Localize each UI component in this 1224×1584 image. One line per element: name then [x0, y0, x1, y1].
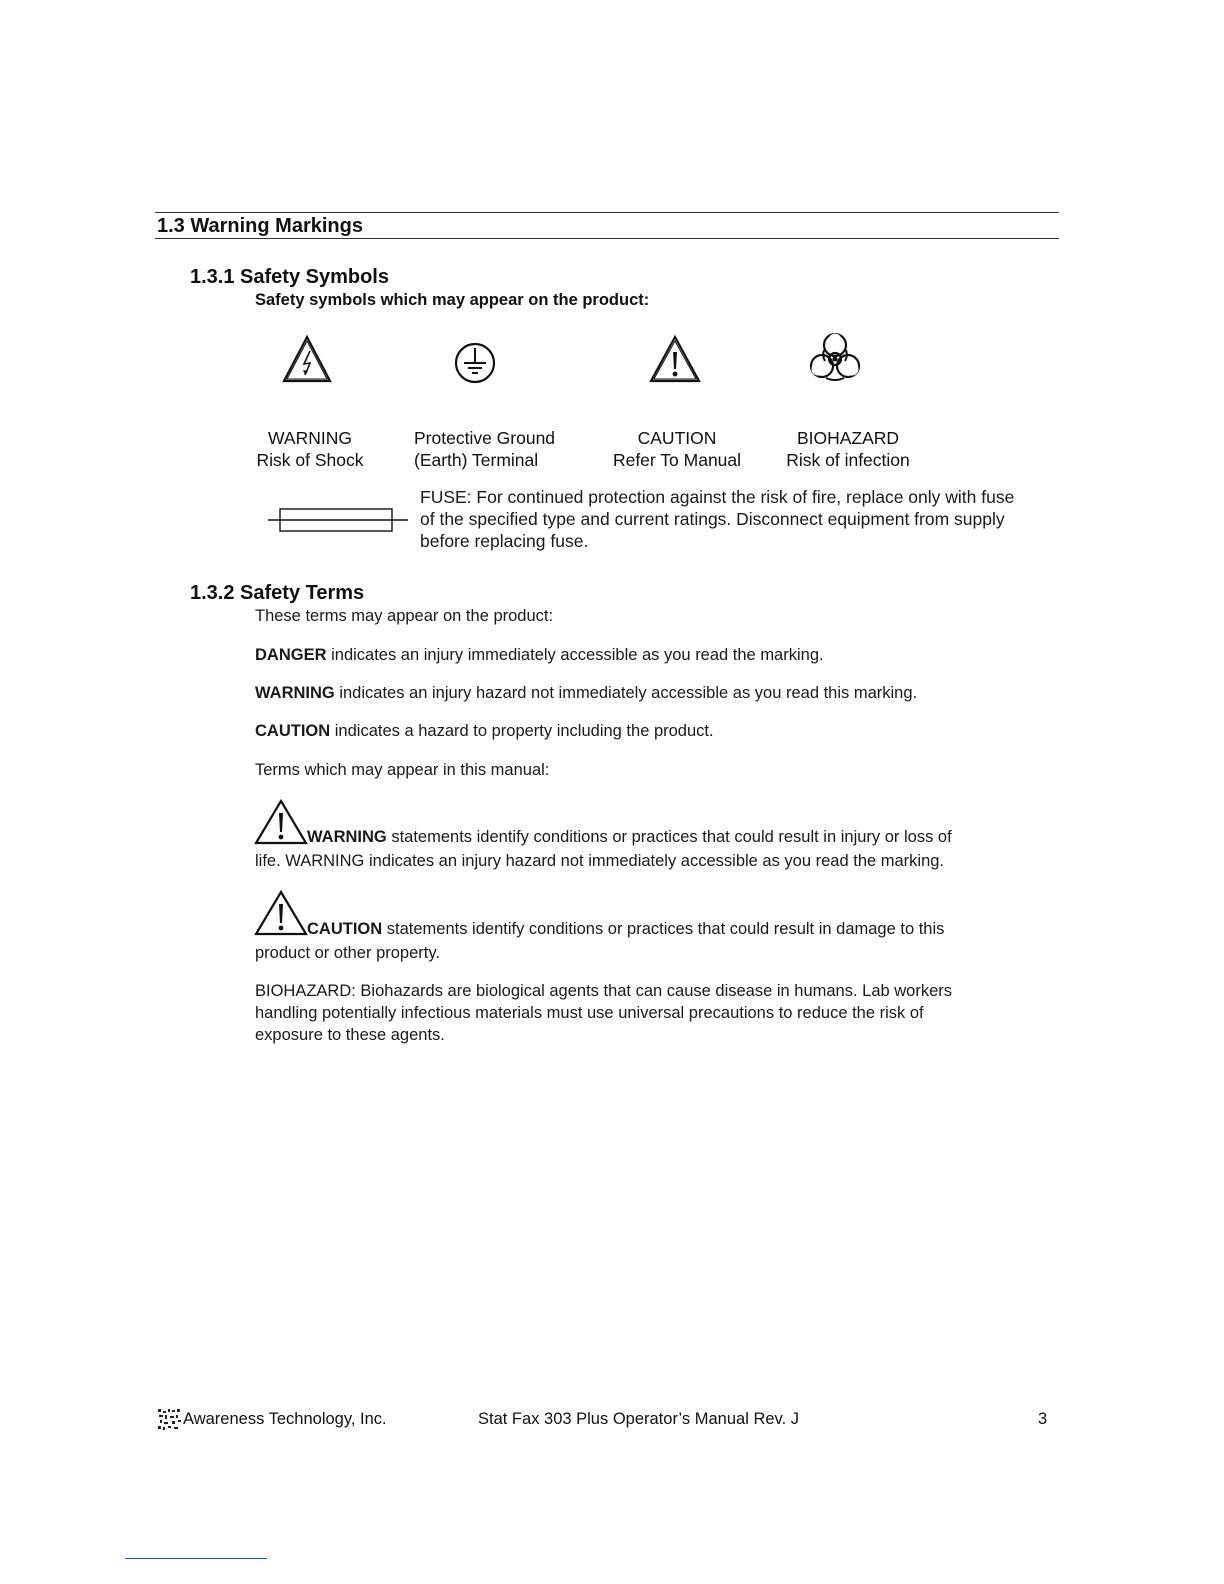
terms-intro: These terms may appear on the product: [255, 607, 554, 625]
biohazard-paragraph [255, 980, 952, 1046]
caution-text: indicates a hazard to property including the product. [330, 722, 714, 740]
caption-line: BIOHAZARD [796, 428, 900, 448]
manual-caution-line2: product or other property. [255, 944, 440, 962]
footer-company: Awareness Technology, Inc. [183, 1410, 387, 1428]
caution-icon [648, 333, 702, 385]
caution-term-line [255, 720, 714, 742]
caution-term: CAUTION [255, 722, 331, 740]
bottom-link-line [125, 1558, 267, 1559]
page-number: 3 [1038, 1410, 1048, 1428]
warning-triangle-icon [254, 799, 308, 845]
top-rule [155, 212, 1059, 213]
warning-term-line [255, 682, 917, 704]
manual-warning-line1 [307, 826, 952, 848]
caption-line: CAUTION [637, 428, 717, 448]
symbol-caption-ground [414, 427, 555, 471]
fuse-line: before replacing fuse. [420, 531, 589, 551]
caution-triangle-icon [254, 890, 308, 936]
manual-warning-line2: life. WARNING indicates an injury hazard not immediately accessible as you read the marking. [255, 852, 945, 870]
caption-line: (Earth) Terminal [414, 450, 539, 470]
danger-term: DANGER [255, 646, 327, 664]
fuse-line: of the specified type and current ratings. Disconnect equipment from supply [420, 509, 1005, 529]
caption-line: Risk of Shock [256, 450, 364, 470]
symbol-caption-warning [240, 427, 380, 471]
manual-warning-term: WARNING [307, 828, 387, 846]
footer-manual-title: Stat Fax 303 Plus Operator’s Manual Rev. J [478, 1410, 799, 1428]
manual-caution-text: statements identify conditions or practices that could result in damage to this [382, 920, 945, 938]
caption-line: WARNING [268, 428, 352, 448]
manual-caution-term: CAUTION [307, 920, 383, 938]
biohazard-line: exposure to these agents. [255, 1026, 445, 1044]
caption-line: Refer To Manual [612, 450, 742, 470]
company-logo-icon [156, 1407, 184, 1433]
caption-line: Risk of infection [786, 450, 910, 470]
protective-ground-icon [453, 341, 497, 385]
symbols-intro: Safety symbols which may appear on the product: [255, 291, 650, 309]
biohazard-icon [804, 328, 866, 386]
symbols-heading: 1.3.1 Safety Symbols [190, 266, 389, 288]
fuse-line: FUSE: For continued protection against the risk of fire, replace only with fuse [420, 487, 1015, 507]
manual-caution-line1 [307, 918, 944, 940]
symbol-caption-caution [600, 427, 754, 471]
manual-terms-intro: Terms which may appear in this manual: [255, 761, 550, 779]
danger-text: indicates an injury immediately accessible as you read the marking. [326, 646, 824, 664]
danger-term-line [255, 644, 824, 666]
terms-heading: 1.3.2 Safety Terms [190, 582, 365, 604]
biohazard-line: BIOHAZARD: Biohazards are biological agents that can cause disease in humans. Lab workers [255, 982, 953, 1000]
warning-term: WARNING [255, 684, 335, 702]
shock-warning-icon [281, 333, 333, 385]
symbol-caption-biohazard [776, 427, 920, 471]
warning-text: indicates an injury hazard not immediately accessible as you read this marking. [334, 684, 918, 702]
caption-line: Protective Ground [414, 428, 556, 448]
section-underline [155, 238, 1059, 239]
section-title: 1.3 Warning Markings [157, 215, 363, 237]
manual-warning-text: statements identify conditions or practices that could result in injury or loss of [386, 828, 952, 846]
biohazard-line: handling potentially infectious materials must use universal precautions to reduce the risk of [255, 1004, 924, 1022]
fuse-icon [268, 505, 408, 535]
fuse-description [420, 486, 1014, 552]
